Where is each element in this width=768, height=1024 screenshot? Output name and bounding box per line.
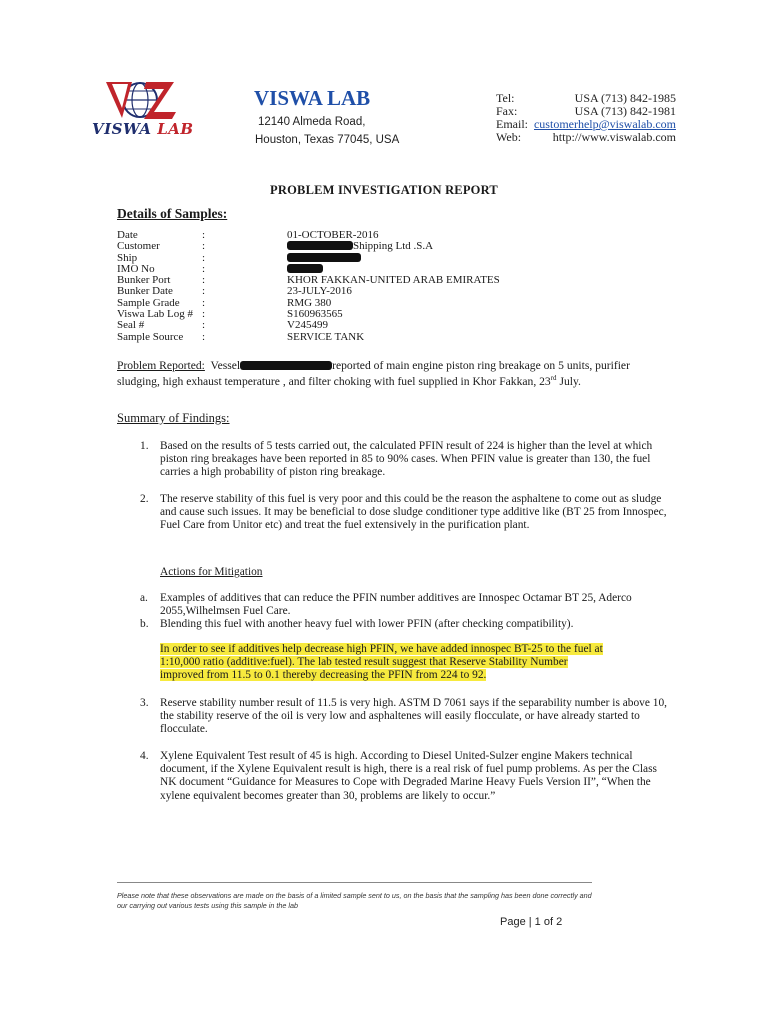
detail-value	[287, 241, 433, 252]
detail-value: V245499	[287, 319, 328, 332]
tel-value: USA (713) 842-1985	[574, 91, 676, 105]
contact-web	[496, 131, 676, 144]
mitigation-text: Examples of additives that can reduce the PFIN number additives are Innospec Octamar BT 25, Aderco 2055,Wilhelmsen Fuel Care.	[160, 592, 632, 618]
redaction-mark	[287, 264, 323, 273]
address-line-1: 12140 Almeda Road,	[258, 116, 366, 128]
detail-key: Viswa Lab Log #	[117, 308, 194, 321]
detail-colon: :	[202, 229, 206, 241]
detail-key: Bunker Port	[117, 274, 171, 287]
finding-number: 2.	[140, 493, 149, 505]
finding-text: The reserve stability of this fuel is very poor and this could be the reason the asphaltene to come out as sludge and cause such issues. It may be beneficial to dose sludge conditioner type additive like (BT 25 from Innospec, Fuel Care from Unitor etc) and treat the fuel extensively in the purification plant.	[160, 493, 667, 532]
problem-reported-paragraph	[117, 360, 657, 388]
highlighted-result-paragraph	[160, 643, 670, 683]
redaction-mark	[287, 241, 353, 250]
detail-key: Date	[117, 229, 138, 241]
finding-text: Based on the results of 5 tests carried out, the calculated PFIN result of 224 is higher than the level at which piston ring breakages have been reported in 85 to 90% cases. When PFIN value is greater than 130, the fuel carries a high probability of piston ring breakage.	[160, 440, 653, 479]
finding-number: 4.	[140, 750, 149, 762]
finding-text: Xylene Equivalent Test result of 45 is high. According to Diesel United-Sulzer engine Makers technical document, if the Xylene Equivalent result is high, there is a real risk of fuel pump problems. As per the Class NK document “Guidance for Measures to Cope with Degraded Marine Heavy Fuels Version II”, “When the xylene equivalent becomes greater than 30, problems are likely to occur.”	[160, 750, 657, 802]
detail-colon: :	[202, 330, 206, 343]
detail-value: 01-OCTOBER-2016	[287, 229, 379, 241]
logo-word-viswa: VISWA	[92, 120, 152, 138]
detail-key: IMO No	[117, 262, 155, 275]
summary-heading: Summary of Findings:	[117, 411, 230, 425]
sample-details-table	[117, 230, 637, 343]
detail-key: Seal #	[117, 319, 145, 332]
problem-tail: July.	[559, 375, 581, 388]
redaction-mark	[240, 361, 332, 370]
highlighted-line: improved from 11.5 to 0.1 thereby decreasing the PFIN from 224 to 92.	[160, 669, 487, 682]
fax-label: Fax:	[496, 104, 518, 118]
web-value: http://www.viswalab.com	[552, 130, 676, 144]
finding-number: 3.	[140, 697, 149, 709]
mitigation-letter: b.	[140, 618, 149, 630]
detail-row	[117, 320, 637, 331]
detail-value: KHOR FAKKAN-UNITED ARAB EMIRATES	[287, 274, 500, 287]
logo-wordmark	[92, 120, 194, 138]
footer-disclaimer: Please note that these observations are made on the basis of a limited sample sent to us, on the basis that the sampling has been done correctly and our carrying out various tests using this sample in the lab	[117, 891, 592, 910]
detail-colon: :	[202, 285, 206, 298]
problem-superscript: rd	[550, 374, 557, 382]
detail-row	[117, 275, 637, 286]
detail-key: Sample Source	[117, 330, 184, 343]
footer-divider	[117, 882, 592, 883]
address-line-2: Houston, Texas 77045, USA	[255, 134, 400, 146]
problem-label: Problem Reported:	[117, 359, 205, 372]
problem-vessel-word: Vessel	[210, 359, 241, 372]
problem-text: reported of main engine piston ring breakage on 5 units, purifier sludging, high exhaust temperature , and filter choking with fuel supplied in Khor Fakkan, 23	[117, 359, 630, 388]
detail-colon: :	[202, 262, 206, 275]
detail-key: Bunker Date	[117, 285, 173, 298]
highlighted-line: 1:10,000 ratio (additive:fuel). The lab tested result suggest that Reserve Stability Number	[160, 656, 568, 669]
detail-row	[117, 309, 637, 320]
detail-value: SERVICE TANK	[287, 330, 365, 343]
tel-label: Tel:	[496, 91, 515, 105]
page-number: Page | 1 of 2	[500, 916, 563, 928]
detail-key: Sample Grade	[117, 296, 180, 309]
mitigation-heading: Actions for Mitigation	[160, 566, 263, 578]
detail-colon: :	[202, 296, 206, 309]
detail-colon: :	[202, 274, 206, 287]
detail-row	[117, 241, 637, 252]
detail-value	[287, 253, 361, 264]
detail-value: RMG 380	[287, 296, 332, 309]
detail-row	[117, 286, 637, 297]
highlighted-line: In order to see if additives help decrease high PFIN, we have added innospec BT-25 to the fuel at	[160, 643, 603, 655]
mitigation-letter: a.	[140, 592, 148, 604]
detail-value: S160963565	[287, 308, 343, 321]
logo-word-lab: LAB	[157, 120, 194, 138]
mitigation-text: Blending this fuel with another heavy fuel with lower PFIN (after checking compatibility).	[160, 618, 574, 630]
redaction-mark	[287, 253, 361, 262]
email-link[interactable]: customerhelp@viswalab.com	[533, 117, 676, 131]
detail-key: Customer	[117, 240, 160, 253]
detail-colon: :	[202, 308, 206, 321]
company-name: VISWA LAB	[254, 86, 371, 110]
detail-colon: :	[202, 319, 206, 332]
detail-value: 23-JULY-2016	[287, 285, 352, 298]
report-title: PROBLEM INVESTIGATION REPORT	[270, 183, 498, 197]
detail-colon: :	[202, 251, 206, 264]
detail-colon: :	[202, 240, 206, 253]
detail-row	[117, 298, 637, 309]
detail-key: Ship	[117, 251, 138, 264]
detail-row	[117, 253, 637, 264]
contact-block	[496, 92, 676, 144]
fax-value: USA (713) 842-1981	[574, 104, 676, 118]
details-heading: Details of Samples:	[117, 206, 228, 221]
web-label: Web:	[496, 130, 522, 144]
email-label: Email:	[496, 117, 528, 131]
detail-row	[117, 332, 637, 343]
finding-number: 1.	[140, 440, 149, 452]
customer-value-text: Shipping Ltd .S.A	[353, 240, 434, 253]
finding-text: Reserve stability number result of 11.5 is very high. ASTM D 7061 says if the separability number is above 10, the stability reserve of the oil is very low and asphaltenes will easily flocculate, or have already started to flocculate.	[160, 697, 668, 736]
